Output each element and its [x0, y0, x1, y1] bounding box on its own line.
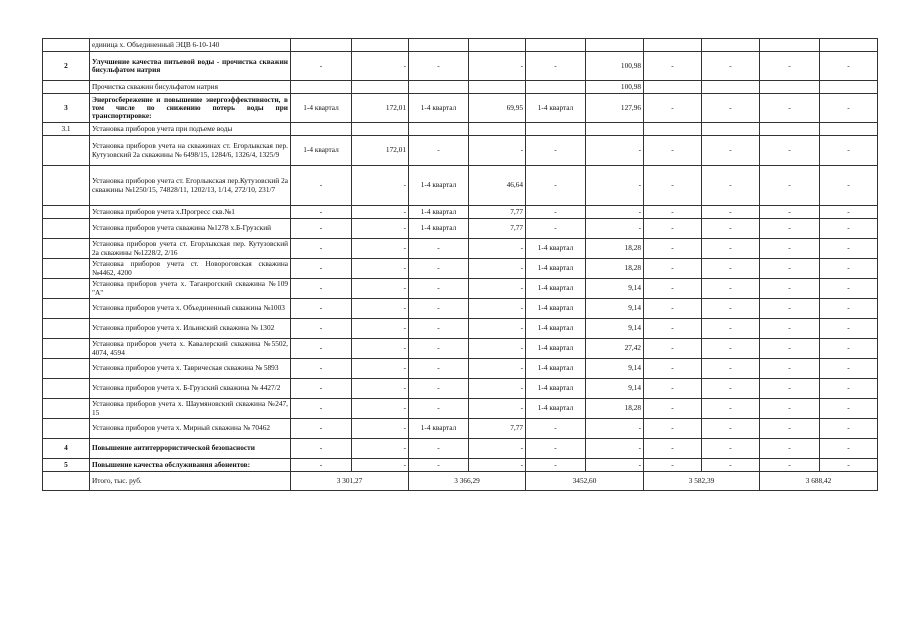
value-cell: -: [291, 219, 352, 239]
value-cell: 1-4 квартал: [526, 259, 586, 279]
table-row: [43, 319, 878, 339]
value-cell: -: [760, 439, 820, 459]
table-body: [43, 39, 878, 491]
value-cell: -: [352, 206, 409, 219]
value-cell: -: [469, 339, 526, 359]
row-number: [43, 399, 90, 419]
table-row: [43, 219, 878, 239]
value-cell: -: [352, 239, 409, 259]
value-cell: -: [291, 239, 352, 259]
value-cell: -: [820, 419, 878, 439]
value-cell: -: [702, 166, 760, 206]
value-cell: -: [409, 359, 469, 379]
value-cell: -: [644, 459, 702, 472]
value-cell: [586, 123, 644, 136]
row-description: Установка приборов учета х. Шаумяновский скважина №247, 15: [90, 399, 291, 419]
value-cell: -: [409, 399, 469, 419]
value-cell: 1-4 квартал: [526, 239, 586, 259]
value-cell: [760, 39, 820, 52]
value-cell: 1-4 квартал: [526, 94, 586, 123]
value-cell: -: [644, 399, 702, 419]
value-cell: -: [760, 279, 820, 299]
value-cell: -: [644, 259, 702, 279]
row-description: Установка приборов учета х. Кавалерский скважина №5502, 4074, 4594: [90, 339, 291, 359]
value-cell: -: [644, 419, 702, 439]
value-cell: -: [469, 359, 526, 379]
value-cell: -: [702, 206, 760, 219]
value-cell: -: [644, 439, 702, 459]
value-cell: -: [702, 439, 760, 459]
value-cell: -: [702, 259, 760, 279]
value-cell: -: [409, 299, 469, 319]
value-cell: -: [409, 459, 469, 472]
value-cell: 18,28: [586, 399, 644, 419]
value-cell: -: [702, 279, 760, 299]
value-cell: -: [469, 459, 526, 472]
row-description: Установка приборов учета при подъеме воды: [90, 123, 291, 136]
row-number: [43, 299, 90, 319]
value-cell: -: [760, 299, 820, 319]
value-cell: -: [760, 166, 820, 206]
value-cell: -: [526, 206, 586, 219]
value-cell: 1-4 квартал: [526, 299, 586, 319]
value-cell: -: [702, 94, 760, 123]
value-cell: 69,95: [469, 94, 526, 123]
table-row: [43, 52, 878, 81]
value-cell: -: [526, 219, 586, 239]
value-cell: -: [291, 259, 352, 279]
table-row: [43, 94, 878, 123]
value-cell: -: [760, 219, 820, 239]
total-label: Итого, тыс. руб.: [90, 472, 291, 491]
table-row: [43, 81, 878, 94]
value-cell: -: [702, 419, 760, 439]
value-cell: 9,14: [586, 279, 644, 299]
value-cell: -: [469, 239, 526, 259]
row-number: 3: [43, 94, 90, 123]
value-cell: [409, 81, 469, 94]
row-description: Установка приборов учета скважина №1278 х.Б-Грузский: [90, 219, 291, 239]
value-cell: -: [409, 439, 469, 459]
row-description: Установка приборов учета х. Б-Грузский скважина № 4427/2: [90, 379, 291, 399]
row-number: [43, 81, 90, 94]
table-row: [43, 359, 878, 379]
row-description: Установка приборов учета ст. Егорлыкская пер. Кутузовский 2а скважины №1228/2, 2/16: [90, 239, 291, 259]
value-cell: -: [702, 239, 760, 259]
value-cell: -: [291, 439, 352, 459]
value-cell: 1-4 квартал: [291, 136, 352, 166]
value-cell: -: [352, 379, 409, 399]
program-table: [42, 38, 878, 491]
value-cell: 1-4 квартал: [526, 399, 586, 419]
value-cell: 100,98: [586, 81, 644, 94]
row-number: [43, 206, 90, 219]
table-row: [43, 239, 878, 259]
value-cell: -: [644, 136, 702, 166]
row-description: Установка приборов учета х. Ильинский скважина № 1302: [90, 319, 291, 339]
value-cell: -: [291, 419, 352, 439]
total-value: 3 688,42: [760, 472, 878, 491]
row-number: [43, 339, 90, 359]
table-row: [43, 123, 878, 136]
value-cell: -: [291, 339, 352, 359]
value-cell: -: [702, 219, 760, 239]
value-cell: 18,28: [586, 259, 644, 279]
value-cell: -: [291, 459, 352, 472]
value-cell: -: [760, 319, 820, 339]
row-description: Повышение антитеррористической безопасности: [90, 439, 291, 459]
value-cell: -: [760, 339, 820, 359]
value-cell: -: [291, 299, 352, 319]
value-cell: -: [644, 166, 702, 206]
value-cell: -: [760, 259, 820, 279]
value-cell: -: [820, 319, 878, 339]
value-cell: -: [526, 166, 586, 206]
value-cell: -: [352, 419, 409, 439]
value-cell: -: [409, 339, 469, 359]
value-cell: 1-4 квартал: [526, 359, 586, 379]
row-description: Прочистка скважин бисульфатом натрия: [90, 81, 291, 94]
value-cell: -: [469, 259, 526, 279]
value-cell: -: [820, 399, 878, 419]
value-cell: [291, 123, 352, 136]
value-cell: -: [469, 439, 526, 459]
value-cell: -: [760, 379, 820, 399]
value-cell: [291, 81, 352, 94]
value-cell: -: [469, 399, 526, 419]
table-row: [43, 166, 878, 206]
value-cell: -: [644, 206, 702, 219]
value-cell: 1-4 квартал: [409, 219, 469, 239]
row-description: Установка приборов учета на скважинах ст. Егорлыкская пер. Кутузовский 2а скважины № 6498/15, 1284/6, 1326/4, 1325/9: [90, 136, 291, 166]
value-cell: -: [702, 319, 760, 339]
value-cell: [702, 39, 760, 52]
value-cell: -: [702, 136, 760, 166]
value-cell: -: [644, 299, 702, 319]
value-cell: -: [291, 166, 352, 206]
value-cell: -: [702, 459, 760, 472]
row-number: [43, 219, 90, 239]
value-cell: -: [352, 439, 409, 459]
row-description: Установка приборов учета х.Прогресс скв.№1: [90, 206, 291, 219]
table-row: [43, 439, 878, 459]
value-cell: [352, 39, 409, 52]
value-cell: -: [526, 52, 586, 81]
value-cell: -: [469, 136, 526, 166]
row-number: [43, 259, 90, 279]
value-cell: [586, 39, 644, 52]
value-cell: 100,98: [586, 52, 644, 81]
row-number: 5: [43, 459, 90, 472]
value-cell: -: [644, 379, 702, 399]
row-number: [43, 39, 90, 52]
row-number: [43, 319, 90, 339]
value-cell: [820, 81, 878, 94]
total-row: [43, 472, 878, 491]
row-number: [43, 279, 90, 299]
value-cell: -: [644, 219, 702, 239]
value-cell: -: [291, 399, 352, 419]
value-cell: -: [409, 279, 469, 299]
value-cell: -: [469, 299, 526, 319]
row-number: [43, 239, 90, 259]
value-cell: 9,14: [586, 379, 644, 399]
value-cell: 1-4 квартал: [526, 339, 586, 359]
value-cell: [409, 123, 469, 136]
row-description: Установка приборов учета х. Таврическая скважина № 5893: [90, 359, 291, 379]
value-cell: [644, 39, 702, 52]
value-cell: -: [409, 379, 469, 399]
value-cell: [644, 81, 702, 94]
value-cell: -: [760, 419, 820, 439]
value-cell: [526, 81, 586, 94]
value-cell: -: [352, 399, 409, 419]
value-cell: [469, 81, 526, 94]
value-cell: [409, 39, 469, 52]
row-description: Установка приборов учета ст. Новороговская скважина №4462, 4200: [90, 259, 291, 279]
value-cell: -: [644, 52, 702, 81]
row-description: единица х. Объединенный ЭЦВ 6-10-140: [90, 39, 291, 52]
value-cell: -: [644, 94, 702, 123]
value-cell: -: [760, 94, 820, 123]
value-cell: -: [820, 299, 878, 319]
value-cell: -: [352, 219, 409, 239]
value-cell: -: [820, 219, 878, 239]
value-cell: -: [352, 339, 409, 359]
value-cell: -: [702, 359, 760, 379]
row-number: 4: [43, 439, 90, 459]
table-row: [43, 459, 878, 472]
value-cell: [352, 123, 409, 136]
value-cell: -: [820, 239, 878, 259]
value-cell: -: [586, 206, 644, 219]
value-cell: -: [820, 52, 878, 81]
value-cell: -: [644, 319, 702, 339]
value-cell: 18,28: [586, 239, 644, 259]
value-cell: -: [352, 359, 409, 379]
value-cell: 7,77: [469, 219, 526, 239]
value-cell: -: [409, 319, 469, 339]
total-number-cell: [43, 472, 90, 491]
value-cell: [526, 123, 586, 136]
value-cell: -: [352, 459, 409, 472]
table-row: [43, 399, 878, 419]
value-cell: [291, 39, 352, 52]
total-value: 3452,60: [526, 472, 644, 491]
value-cell: [352, 81, 409, 94]
value-cell: -: [760, 399, 820, 419]
value-cell: [702, 123, 760, 136]
value-cell: [760, 81, 820, 94]
value-cell: 9,14: [586, 319, 644, 339]
value-cell: -: [586, 439, 644, 459]
value-cell: -: [291, 206, 352, 219]
value-cell: -: [586, 166, 644, 206]
value-cell: 1-4 квартал: [526, 319, 586, 339]
table-row: [43, 206, 878, 219]
value-cell: [469, 123, 526, 136]
value-cell: -: [291, 359, 352, 379]
value-cell: -: [352, 299, 409, 319]
value-cell: 46,64: [469, 166, 526, 206]
value-cell: -: [820, 206, 878, 219]
value-cell: -: [526, 459, 586, 472]
value-cell: -: [409, 136, 469, 166]
value-cell: -: [586, 219, 644, 239]
value-cell: -: [644, 359, 702, 379]
table-row: [43, 136, 878, 166]
value-cell: 1-4 квартал: [409, 419, 469, 439]
value-cell: -: [820, 279, 878, 299]
value-cell: -: [586, 459, 644, 472]
value-cell: -: [469, 379, 526, 399]
value-cell: -: [820, 136, 878, 166]
value-cell: -: [352, 279, 409, 299]
value-cell: 172,01: [352, 94, 409, 123]
value-cell: -: [760, 359, 820, 379]
total-value: 3 301,27: [291, 472, 409, 491]
value-cell: -: [820, 166, 878, 206]
row-number: [43, 359, 90, 379]
table-row: [43, 279, 878, 299]
value-cell: -: [469, 52, 526, 81]
row-description: Установка приборов учета х. Таганрогский скважина №109 "А": [90, 279, 291, 299]
row-description: Энергосбережение и повышение энергоэффективности, в том числе по снижению потерь воды при транспортировке:: [90, 94, 291, 123]
value-cell: -: [820, 459, 878, 472]
value-cell: -: [820, 339, 878, 359]
value-cell: -: [760, 206, 820, 219]
row-number: [43, 419, 90, 439]
table-row: [43, 419, 878, 439]
value-cell: [760, 123, 820, 136]
value-cell: -: [702, 52, 760, 81]
value-cell: -: [702, 379, 760, 399]
value-cell: -: [352, 259, 409, 279]
value-cell: 172,01: [352, 136, 409, 166]
value-cell: -: [820, 439, 878, 459]
value-cell: -: [291, 279, 352, 299]
value-cell: -: [291, 52, 352, 81]
value-cell: 7,77: [469, 206, 526, 219]
value-cell: -: [526, 439, 586, 459]
table-row: [43, 259, 878, 279]
value-cell: -: [586, 419, 644, 439]
value-cell: [526, 39, 586, 52]
row-description: Установка приборов учета ст. Егорлыкская пер.Кутузовский 2а скважины №1250/15, 74828/11, 1202/13, 1/14, 272/10, 231/7: [90, 166, 291, 206]
value-cell: -: [760, 52, 820, 81]
total-value: 3 582,39: [644, 472, 760, 491]
value-cell: -: [469, 319, 526, 339]
table-row: [43, 39, 878, 52]
value-cell: -: [526, 419, 586, 439]
value-cell: -: [760, 239, 820, 259]
value-cell: [469, 39, 526, 52]
value-cell: -: [820, 359, 878, 379]
value-cell: -: [526, 136, 586, 166]
value-cell: -: [702, 339, 760, 359]
row-number: [43, 136, 90, 166]
value-cell: -: [409, 52, 469, 81]
row-description: Установка приборов учета х. Объединенный скважина №1003: [90, 299, 291, 319]
value-cell: -: [820, 259, 878, 279]
table-row: [43, 299, 878, 319]
value-cell: 9,14: [586, 359, 644, 379]
value-cell: -: [702, 399, 760, 419]
value-cell: -: [820, 379, 878, 399]
row-description: Установка приборов учета х. Мирный скважина № 70462: [90, 419, 291, 439]
value-cell: 27,42: [586, 339, 644, 359]
row-number: 2: [43, 52, 90, 81]
value-cell: -: [586, 136, 644, 166]
value-cell: 1-4 квартал: [409, 94, 469, 123]
value-cell: -: [702, 299, 760, 319]
value-cell: -: [291, 379, 352, 399]
value-cell: -: [352, 166, 409, 206]
total-value: 3 366,29: [409, 472, 526, 491]
row-description: Улучшение качества питьевой воды - прочистка скважин бисульфатом натрия: [90, 52, 291, 81]
value-cell: -: [469, 279, 526, 299]
row-number: [43, 379, 90, 399]
row-description: Повышение качества обслуживания абонентов:: [90, 459, 291, 472]
value-cell: 1-4 квартал: [526, 279, 586, 299]
value-cell: 7,77: [469, 419, 526, 439]
value-cell: 1-4 квартал: [409, 206, 469, 219]
value-cell: 9,14: [586, 299, 644, 319]
value-cell: 1-4 квартал: [409, 166, 469, 206]
value-cell: -: [352, 52, 409, 81]
value-cell: [820, 39, 878, 52]
value-cell: -: [760, 459, 820, 472]
value-cell: [820, 123, 878, 136]
row-number: [43, 166, 90, 206]
value-cell: -: [409, 259, 469, 279]
table-row: [43, 379, 878, 399]
row-number: 3.1: [43, 123, 90, 136]
value-cell: -: [291, 319, 352, 339]
value-cell: [702, 81, 760, 94]
value-cell: -: [644, 339, 702, 359]
value-cell: 127,96: [586, 94, 644, 123]
value-cell: -: [644, 239, 702, 259]
value-cell: [644, 123, 702, 136]
value-cell: -: [820, 94, 878, 123]
value-cell: -: [352, 319, 409, 339]
value-cell: 1-4 квартал: [291, 94, 352, 123]
table-row: [43, 339, 878, 359]
value-cell: 1-4 квартал: [526, 379, 586, 399]
value-cell: -: [644, 279, 702, 299]
value-cell: -: [409, 239, 469, 259]
value-cell: -: [760, 136, 820, 166]
